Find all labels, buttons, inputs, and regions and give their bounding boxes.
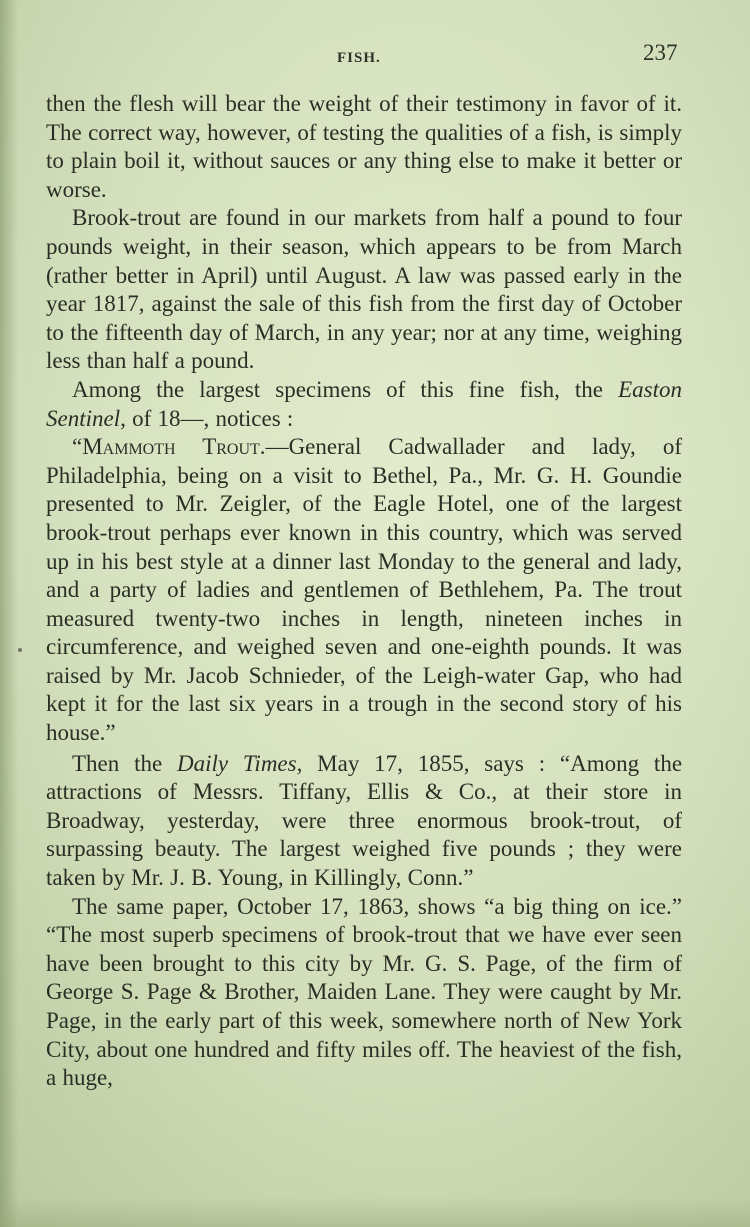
newspaper-title: Daily Times, (177, 750, 303, 776)
paragraph-text: —General Cadwallader and lady, of Philadelphia, being on a visit to Bethel, Pa., Mr. G. H. Goundie presented to Mr. Zeigler, of the Eagle Hotel, one of the largest brook-trout perhaps ever known in this country, which was served up in his best style at a dinner last Monday to the general and lady, and a party of ladies and gentlemen of Bethlehem, Pa. The trout measured twenty-two inches in length, nineteen inches in circumference, and weighed seven and one-eighth pounds. It was raised by Mr. Jacob Schnieder, of the Leigh-water Gap, who had kept it for the last six years in a trough in the second story of his house.” (46, 434, 683, 746)
paragraph-text: Among the largest specimens of this fine fish, the (72, 376, 619, 402)
paragraph-continuation: then the flesh will bear the weight of their testimony in favor of it. The correct way, however, of testing the qualities of a fish, is simply to plain boil it, without sauces or any thing else to make it better or worse. (46, 91, 682, 202)
newspaper-title: Easton Sentinel, (46, 376, 682, 431)
paragraph-daily-times (46, 750, 682, 893)
paragraph-text: Then the (72, 750, 177, 776)
paragraph-mammoth-trout-quote (46, 433, 682, 748)
article-heading: Mammoth Trout. (82, 434, 266, 460)
page-body (46, 90, 682, 1093)
paragraph-big-thing-on-ice: The same paper, October 17, 1863, shows “a big thing on ice.” “The most superb specimens of brook-trout that we have ever seen have been brought to this city by Mr. G. S. Page, of the firm of George S. Page & Brother, Maiden Lane. They were caught by Mr. Page, in the early part of this week, somewhere north of New York City, about one hundred and fifty miles off. The heaviest of the fish, a huge, (46, 893, 682, 1091)
paragraph-text: May 17, 1855, says : “Among the attractions of Messrs. Tiffany, Ellis & Co., at their store in Broadway, yesterday, were three enormous brook-trout, of surpassing beauty. The largest weighed five pounds ; they were taken by Mr. J. B. Young, in Killingly, Conn.” (46, 750, 683, 891)
page-number: 237 (643, 40, 678, 65)
running-head: FISH. (337, 50, 381, 66)
paragraph-easton-sentinel (46, 376, 682, 433)
ink-blot (18, 648, 22, 652)
paragraph-brook-trout-season: Brook-trout are found in our markets from half a pound to four pounds weight, in their season, which appears to be from March (rather better in April) until August. A law was passed early in the year 1817, against the sale of this fish from the first day of October to the fifteenth day of March, in any year; nor at any time, weighing less than half a pound. (46, 205, 682, 374)
paragraph-text: of 18—, notices : (125, 405, 294, 431)
quote-mark: “ (72, 434, 83, 460)
